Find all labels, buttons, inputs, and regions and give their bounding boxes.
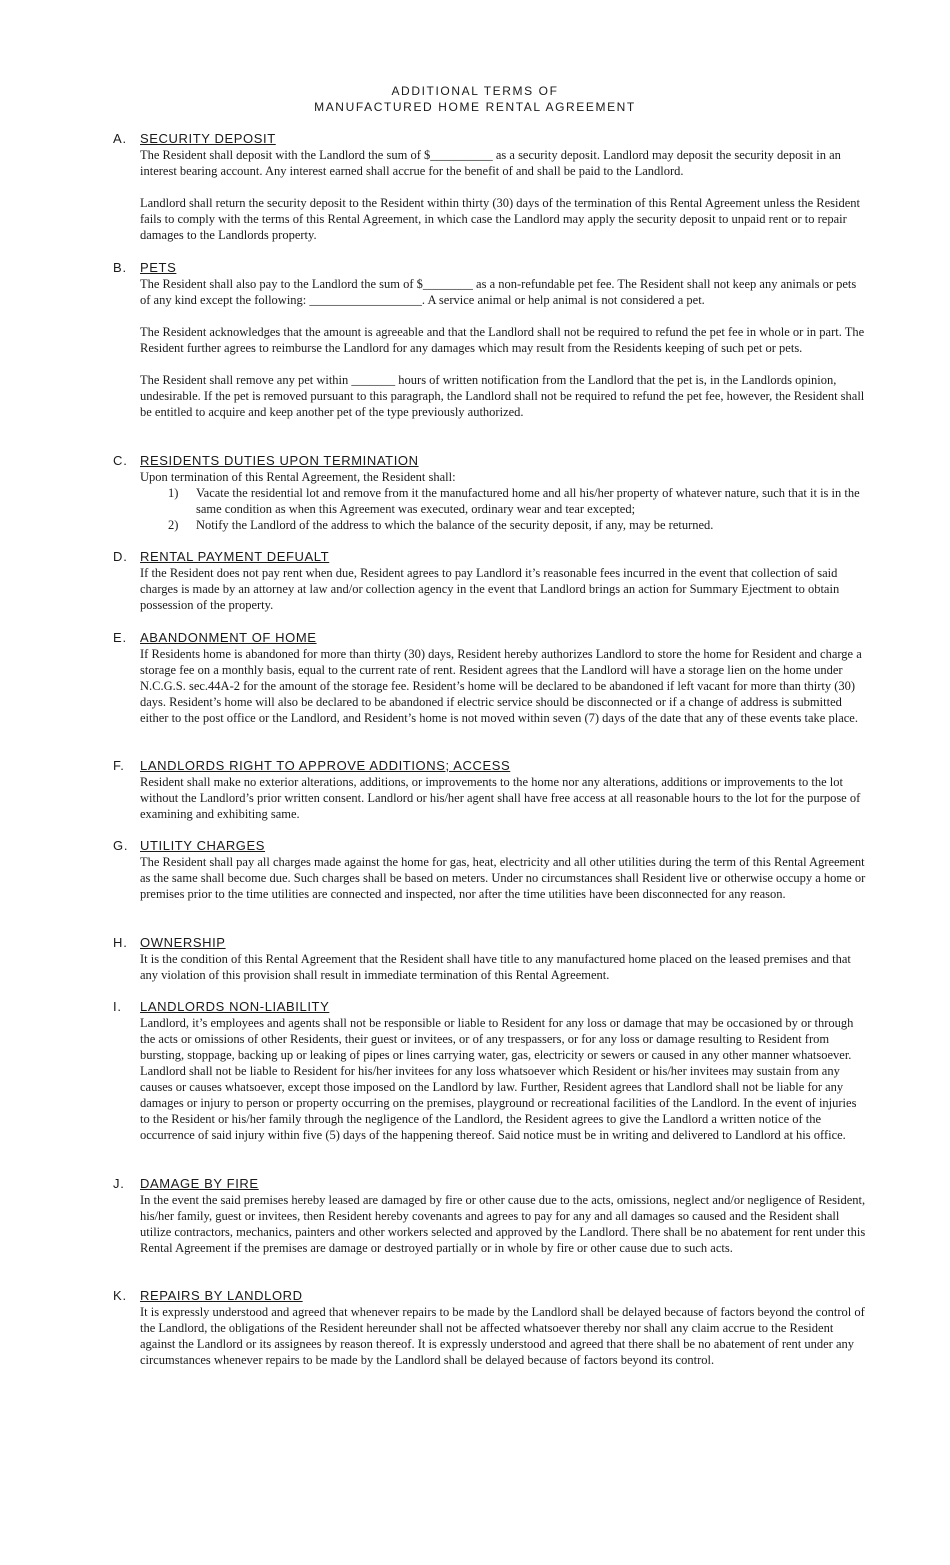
paragraph: It is expressly understood and agreed that whenever repairs to be made by the Landlord shall be delayed because of factors beyond the control of the Landlord, the obligations of the Resident hereunder shall not be affected whatsoever thereby nor shall any claim accrue to the Resident against the Landlord or its assignees by reason thereof. It is expressly understood and agreed that there shall be no abatement of rent under any circumstances whenever repairs to be made by the Landlord shall be delayed because of factors beyond its control. bbox=[140, 1305, 865, 1367]
section-heading: UTILITY CHARGES bbox=[140, 838, 266, 853]
paragraph: Resident shall make no exterior alterations, additions, or improvements to the home nor any alterations, additions or improvements to the lot without the Landlord’s prior written consent. Landlord or his/her agent shall have free access at all reasonable hours to the lot for the purpose of examining and exhibiting same. bbox=[140, 775, 861, 821]
section-heading: ABANDONMENT OF HOME bbox=[140, 630, 317, 645]
section-letter: E. bbox=[113, 630, 127, 645]
section-body bbox=[140, 1304, 868, 1368]
section-heading: LANDLORDS RIGHT TO APPROVE ADDITIONS; ACCESS bbox=[140, 758, 511, 773]
section-letter: H. bbox=[113, 935, 128, 950]
paragraph: In the event the said premises hereby leased are damaged by fire or other cause due to the acts, omissions, neglect and/or negligence of Resident, his/her family, guest or invitees, then Resident hereby covenants and agrees to pay for any and all damages so caused and the Resident shall utilize contractors, mechanics, painters and other workers selected and approved by the Landlord. There shall be no abatement for rent under this Rental Agreement if the premises are damage or destroyed partially or in whole by fire or other cause due to such acts. bbox=[140, 1193, 866, 1255]
list-item bbox=[140, 485, 868, 517]
section-body bbox=[140, 1015, 868, 1143]
list-number: 2) bbox=[168, 518, 179, 532]
list-text: Vacate the residential lot and remove from it the manufactured home and all his/her property of whatever nature, such that it is in the same condition as when this Agreement was executed, ordinary wear and tear excepted; bbox=[196, 486, 860, 516]
section-letter: F. bbox=[113, 758, 125, 773]
section-body bbox=[140, 276, 868, 420]
paragraph: It is the condition of this Rental Agreement that the Resident shall have title to any manufactured home placed on the leased premises and that any violation of this provision shall result in immediate termination of this Rental Agreement. bbox=[140, 952, 851, 982]
document-title-line1: ADDITIONAL TERMS OF bbox=[391, 84, 559, 98]
paragraph: If Residents home is abandoned for more than thirty (30) days, Resident hereby authorizes Landlord to store the home for Resident and charge a storage fee on a monthly basis, equal to the current rate of rent. Resident agrees that the Landlord will have a storage lien on the home under N.C.G.S. sec.44A-2 for the amount of the storage fee. Resident’s home will be declared to be abandoned if left vacant for more than thirty (30) days. Resident’s home will also be declared to be abandoned if electric service should be disconnected or if a change of address is submitted either to the post office or the Landlord, and Resident’s home is not moved within seven (7) days of the date that any of these events take place. bbox=[140, 647, 862, 725]
list-number: 1) bbox=[168, 486, 179, 500]
section-heading: OWNERSHIP bbox=[140, 935, 226, 950]
intro-text: Upon termination of this Rental Agreement, the Resident shall: bbox=[140, 470, 456, 484]
section-heading: SECURITY DEPOSIT bbox=[140, 131, 276, 146]
duties-list bbox=[140, 485, 868, 533]
section-body bbox=[140, 951, 868, 983]
section-body bbox=[140, 1192, 868, 1256]
paragraph: Landlord, it’s employees and agents shall not be responsible or liable to Resident for any loss or damage that may be occasioned by or through the acts or omissions of other Residents, their guest or invitees, or of any trespassers, or for any loss or damage resulting to Resident from bursting, stoppage, backing up or leaking of pipes or lines carrying water, gas, electricity or sewers or caused in any other manner whatsoever. Landlord shall not be liable to Resident for his/her invitees for any loss whatsoever which Resident or his/her invitees may sustain from any causes or causes whatsoever, except those imposed on the Landlord by law. Further, Resident agrees that Landlord shall not be liable for any damages or injury to person or property occurring on the premises, playground or recreational facilities of the Landlord. In the event of injuries to the Resident or his/her family through the negligence of the Landlord, the Resident agrees to give the Landlord a written notice of the occurrence of said injury within five (5) days of the happening thereof. Said notice must be in writing and delivered to Landlord at his office. bbox=[140, 1016, 857, 1142]
section-letter: I. bbox=[113, 999, 122, 1014]
section-body bbox=[140, 147, 868, 243]
section-heading: LANDLORDS NON-LIABILITY bbox=[140, 999, 330, 1014]
paragraph: The Resident shall remove any pet within _______ hours of written notification from the Landlord that the pet is, in the Landlords opinion, undesirable. If the pet is removed pursuant to this paragraph, the Landlord shall not be required to refund the pet fee, however, the Resident shall be entitled to acquire and keep another pet of the type previously authorized. bbox=[140, 373, 865, 419]
section-body bbox=[140, 774, 868, 822]
section-heading: DAMAGE BY FIRE bbox=[140, 1176, 259, 1191]
section-body bbox=[140, 469, 868, 533]
list-text: Notify the Landlord of the address to which the balance of the security deposit, if any, may be returned. bbox=[196, 518, 714, 532]
paragraph: The Resident acknowledges that the amount is agreeable and that the Landlord shall not be required to refund the pet fee in whole or in part. The Resident further agrees to reimburse the Landlord for any damages which may result from the Residents keeping of such pet or pets. bbox=[140, 325, 865, 355]
section-letter: D. bbox=[113, 549, 128, 564]
document-title-line2: MANUFACTURED HOME RENTAL AGREEMENT bbox=[314, 100, 636, 114]
section-letter: B. bbox=[113, 260, 127, 275]
list-item bbox=[140, 517, 868, 533]
section-body bbox=[140, 854, 868, 902]
paragraph: The Resident shall deposit with the Landlord the sum of $__________ as a security deposit. Landlord may deposit the security deposit in an interest bearing account. Any interest earned shall accrue for the benefit of and shall be paid to the Landlord. bbox=[140, 148, 841, 178]
section-letter: C. bbox=[113, 453, 128, 468]
section-letter: K. bbox=[113, 1288, 127, 1303]
paragraph: If the Resident does not pay rent when due, Resident agrees to pay Landlord it’s reasonable fees incurred in the event that collection of said charges is made by an attorney at law and/or collection agency in the event that Landlord brings an action for Summary Ejectment to obtain possession of the property. bbox=[140, 566, 840, 612]
section-body bbox=[140, 646, 868, 726]
paragraph: Landlord shall return the security deposit to the Resident within thirty (30) days of the termination of this Rental Agreement unless the Resident fails to comply with the terms of this Rental Agreement, in which case the Landlord may apply the security deposit to unpaid rent or to repair damages to the Landlords property. bbox=[140, 196, 860, 242]
paragraph: The Resident shall pay all charges made against the home for gas, heat, electricity and all other utilities during the term of this Rental Agreement as the same shall become due. Such charges shall be based on meters. Under no circumstances shall Resident live or otherwise occupy a home or premises prior to the time utilities are connected and inspected, nor after the time utilities have been disconnected for any reason. bbox=[140, 855, 866, 901]
section-heading: RENTAL PAYMENT DEFUALT bbox=[140, 549, 330, 564]
paragraph: The Resident shall also pay to the Landlord the sum of $________ as a non-refundable pet fee. The Resident shall not keep any animals or pets of any kind except the following: __________________. A service animal or help animal is not considered a pet. bbox=[140, 277, 857, 307]
section-letter: A. bbox=[113, 131, 127, 146]
section-letter: J. bbox=[113, 1176, 125, 1191]
section-body bbox=[140, 565, 868, 613]
section-heading: REPAIRS BY LANDLORD bbox=[140, 1288, 303, 1303]
section-heading: RESIDENTS DUTIES UPON TERMINATION bbox=[140, 453, 419, 468]
section-heading: PETS bbox=[140, 260, 177, 275]
section-letter: G. bbox=[113, 838, 129, 853]
